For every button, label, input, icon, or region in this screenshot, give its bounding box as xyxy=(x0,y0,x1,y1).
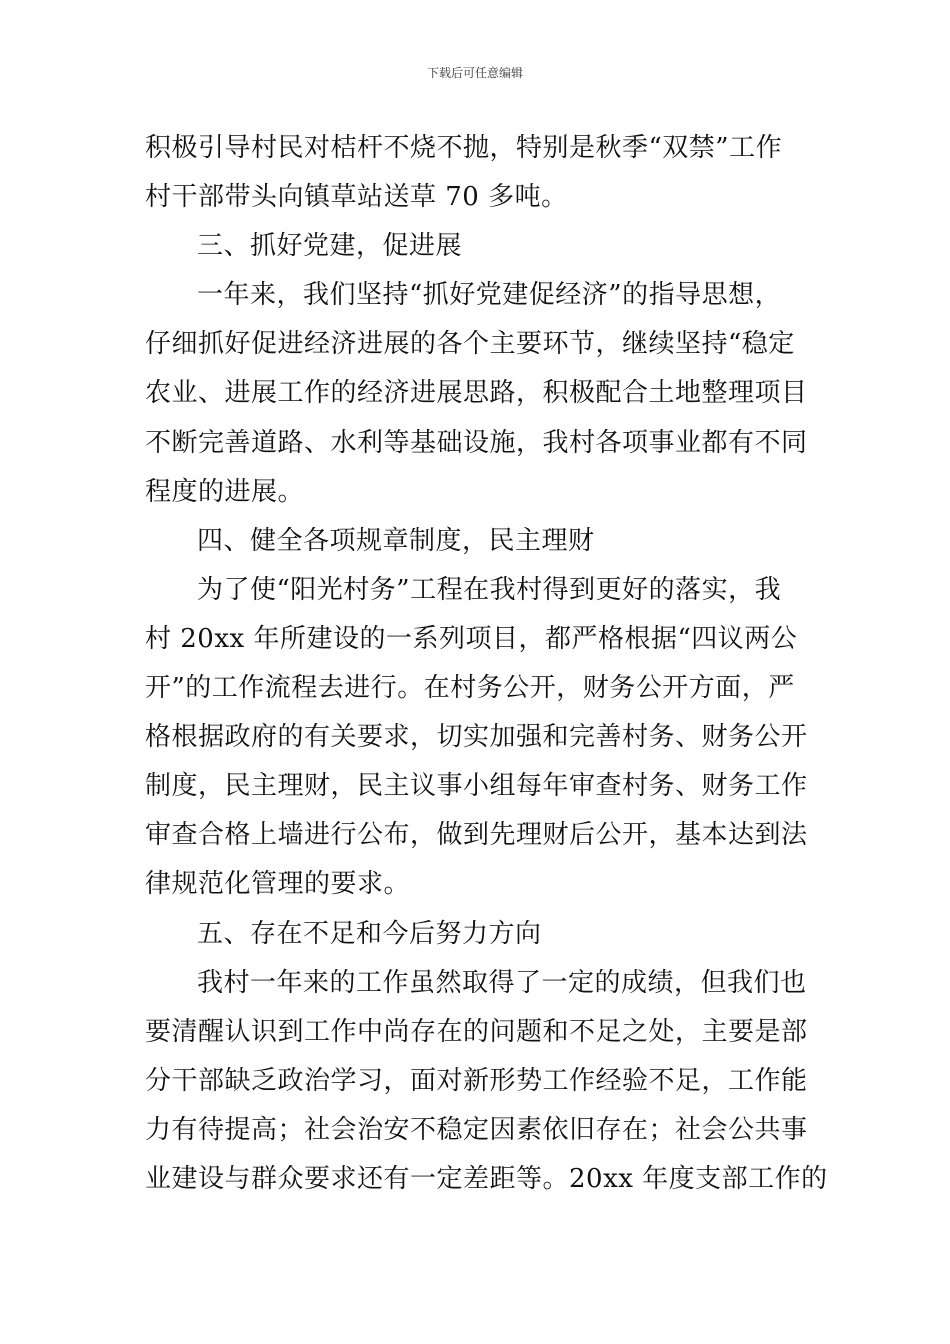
paragraph-line: 制度，民主理财，民主议事小组每年审查村务、财务工作 xyxy=(145,771,808,802)
document-body xyxy=(145,124,828,1204)
paragraph-line: 律规范化管理的要求。 xyxy=(145,869,411,900)
paragraph-line: 仔细抓好促进经济进展的各个主要环节，继续坚持“稳定 xyxy=(145,329,795,360)
paragraph-line: 业建设与群众要求还有一定差距等。20xx 年度支部工作的 xyxy=(145,1163,828,1194)
page-header: 下载后可任意编辑 xyxy=(426,66,523,80)
paragraph-line: 力有待提高；社会治安不稳定因素依旧存在；社会公共事 xyxy=(145,1114,808,1145)
paragraph-line: 审查合格上墙进行公布，做到先理财后公开，基本达到法 xyxy=(145,820,808,851)
paragraph-line: 一年来，我们坚持“抓好党建促经济”的指导思想， xyxy=(197,280,782,311)
paragraph-line: 四、健全各项规章制度，民主理财 xyxy=(197,525,595,556)
paragraph-line: 村干部带头向镇草站送草 70 多吨。 xyxy=(145,182,568,213)
paragraph-line: 农业、进展工作的经济进展思路，积极配合土地整理项目 xyxy=(145,378,808,409)
paragraph-line: 格根据政府的有关要求，切实加强和完善村务、财务公开 xyxy=(145,722,808,753)
paragraph-line: 要清醒认识到工作中尚存在的问题和不足之处，主要是部 xyxy=(145,1016,808,1047)
paragraph-line: 五、存在不足和今后努力方向 xyxy=(197,918,542,949)
paragraph-line: 开”的工作流程去进行。在村务公开，财务公开方面，严 xyxy=(145,673,795,704)
paragraph-line: 村 20xx 年所建设的一系列项目，都严格根据“四议两公 xyxy=(145,623,798,654)
paragraph-line: 为了使“阳光村务”工程在我村得到更好的落实，我 xyxy=(197,574,782,605)
paragraph-line: 三、抓好党建，促进展 xyxy=(197,231,463,262)
paragraph-line: 我村一年来的工作虽然取得了一定的成绩，但我们也 xyxy=(197,967,807,998)
paragraph-line: 程度的进展。 xyxy=(145,476,305,507)
paragraph-line: 积极引导村民对桔杆不烧不抛，特别是秋季“双禁”工作 xyxy=(145,133,783,163)
paragraph-line: 不断完善道路、水利等基础设施，我村各项事业都有不同 xyxy=(145,427,808,458)
paragraph-line: 分干部缺乏政治学习，面对新形势工作经验不足，工作能 xyxy=(145,1065,808,1096)
